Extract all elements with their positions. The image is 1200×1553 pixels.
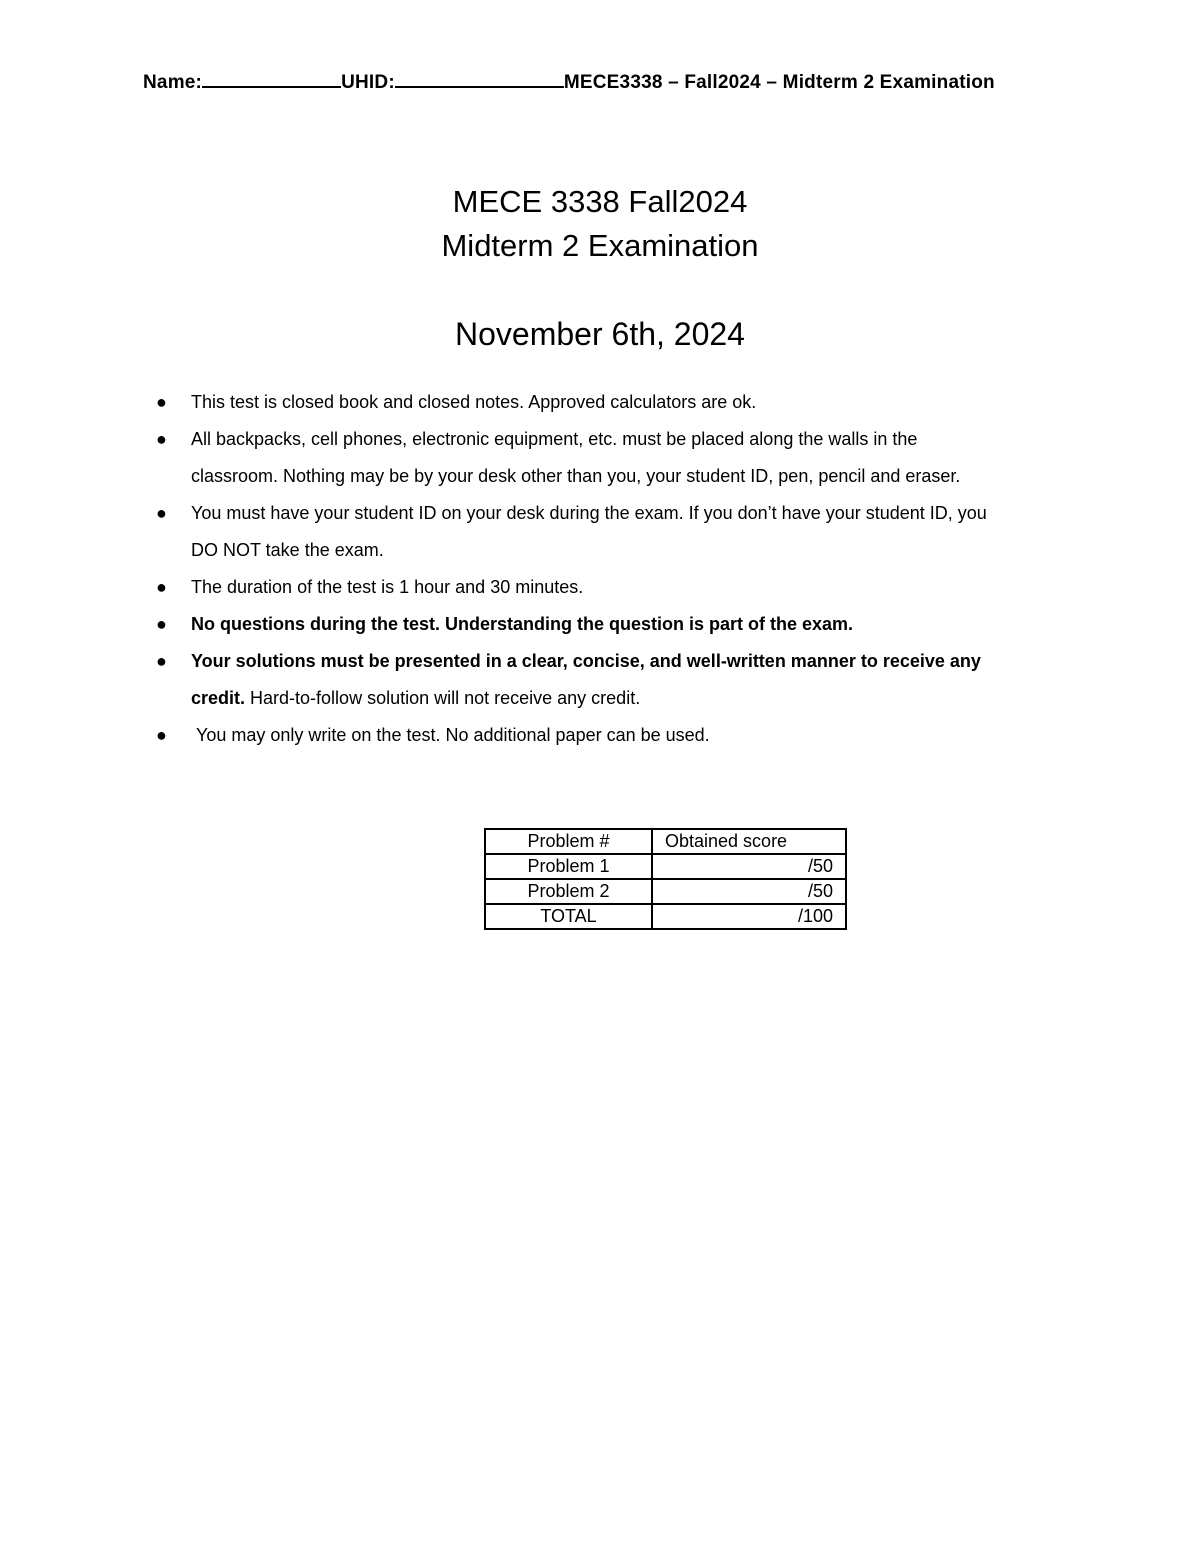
uhid-blank-line[interactable] bbox=[395, 72, 564, 88]
course-header-text: MECE3338 – Fall2024 – Midterm 2 Examination bbox=[563, 72, 995, 93]
bullet-icon: ● bbox=[156, 503, 167, 523]
table-row bbox=[485, 854, 846, 879]
name-label: Name: bbox=[143, 72, 203, 93]
score-cell[interactable]: /50 bbox=[652, 854, 846, 879]
problem-cell: TOTAL bbox=[485, 904, 652, 929]
rule-item: ● You must have your student ID on your desk during the exam. If you don’t have your student ID, you DO NOT take the exam. bbox=[150, 495, 1080, 569]
score-table bbox=[484, 828, 847, 930]
problem-cell: Problem 1 bbox=[485, 854, 652, 879]
problem-cell: Problem 2 bbox=[485, 879, 652, 904]
rule-item: ● All backpacks, cell phones, electronic equipment, etc. must be placed along the walls in the classroom. Nothing may be by your desk other than you, your student ID, pen, pencil and eraser. bbox=[150, 421, 1080, 495]
bullet-icon: ● bbox=[156, 614, 167, 634]
exam-date: November 6th, 2024 bbox=[455, 316, 745, 352]
page-header bbox=[143, 72, 1063, 94]
rule-item: ● You may only write on the test. No additional paper can be used. bbox=[150, 717, 1080, 754]
score-table-header bbox=[485, 829, 846, 854]
rule-item: ● The duration of the test is 1 hour and 30 minutes. bbox=[150, 569, 1080, 606]
exam-title-block bbox=[0, 180, 1200, 356]
score-cell[interactable]: /100 bbox=[652, 904, 846, 929]
table-row bbox=[485, 879, 846, 904]
uhid-label: UHID: bbox=[341, 72, 395, 93]
bullet-icon: ● bbox=[156, 651, 167, 671]
rule-item: ● No questions during the test. Understanding the question is part of the exam. bbox=[150, 606, 1080, 643]
score-cell[interactable]: /50 bbox=[652, 879, 846, 904]
bullet-icon: ● bbox=[156, 429, 167, 449]
bullet-icon: ● bbox=[156, 725, 167, 745]
exam-name-title: Midterm 2 Examination bbox=[441, 228, 759, 263]
bullet-icon: ● bbox=[156, 577, 167, 597]
rule-item: ● This test is closed book and closed notes. Approved calculators are ok. bbox=[150, 384, 1080, 421]
rule-item: ● Your solutions must be presented in a clear, concise, and well-written manner to receive any credit. Hard-to-follow solution will not receive any credit. bbox=[150, 643, 1080, 717]
bullet-icon: ● bbox=[156, 392, 167, 412]
exam-course-title: MECE 3338 Fall2024 bbox=[452, 184, 748, 219]
name-blank-line[interactable] bbox=[202, 72, 341, 88]
table-row bbox=[485, 904, 846, 929]
exam-rules-list bbox=[150, 384, 1080, 754]
header-score: Obtained score bbox=[652, 829, 846, 854]
header-problem: Problem # bbox=[485, 829, 652, 854]
